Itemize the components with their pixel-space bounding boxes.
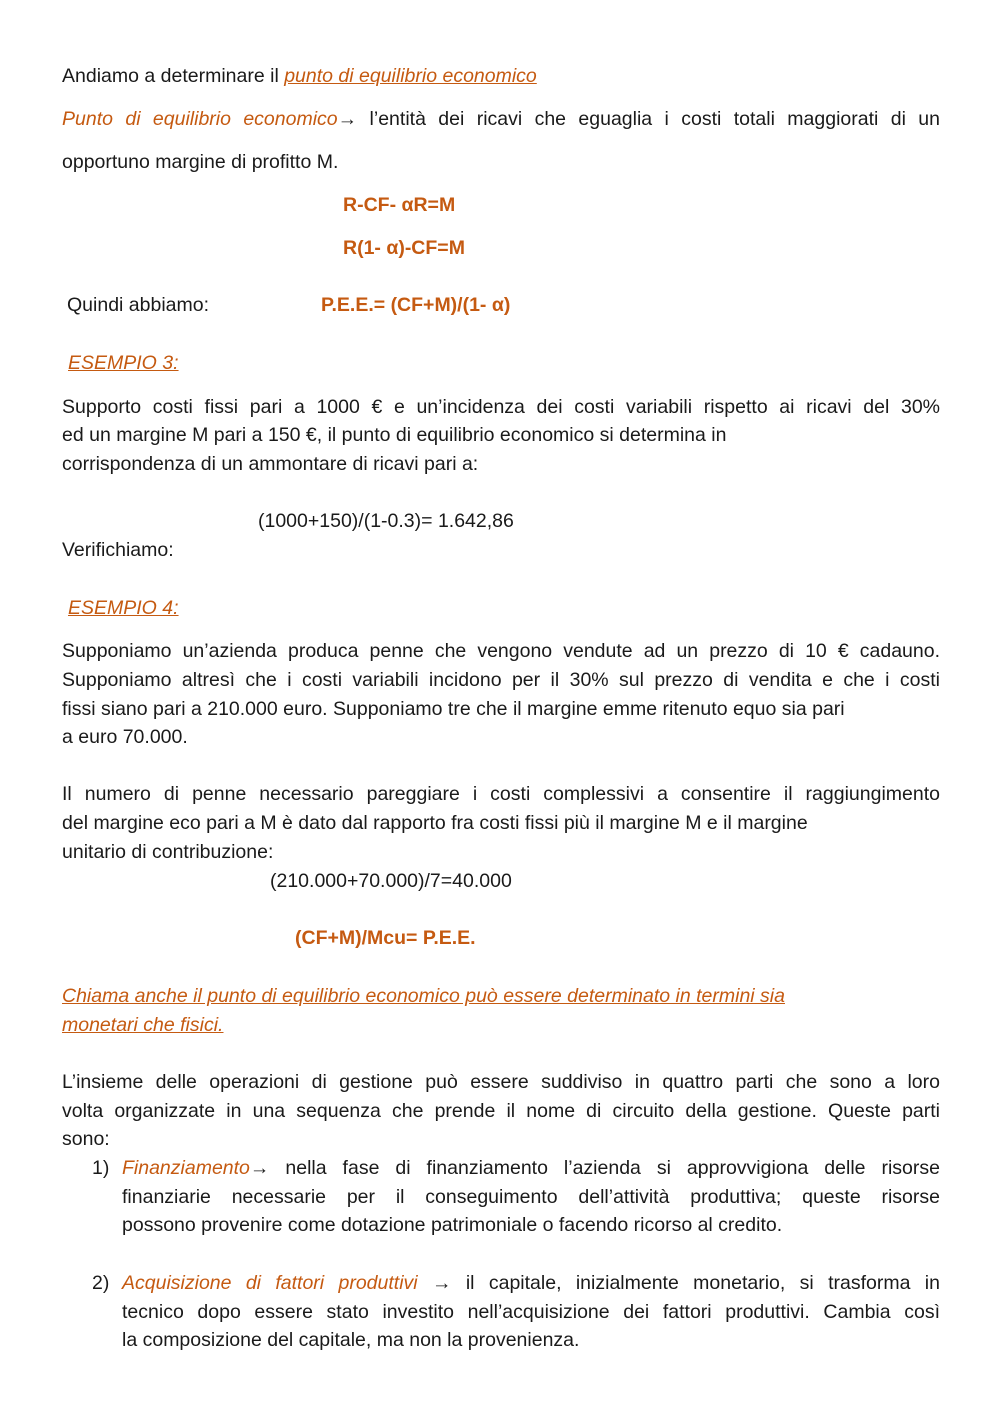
esempio4-p1-line-4: a euro 70.000. [62,726,188,748]
esempio3-line-3: corrispondenza di un ammontare di ricavi pari a: [62,453,479,475]
pee-formula: P.E.E.= (CF+M)/(1- α) [321,294,511,316]
definition-line-2: opportuno margine di profitto M. [62,151,339,173]
circuit-intro-line-3: sono: [62,1128,110,1150]
intro-line [62,62,537,91]
esempio4-calc: (210.000+70.000)/7=40.000 [270,870,512,892]
esempio3-line-1: Supporto costi fissi pari a 1000 € e un’incidenza dei costi variabili rispetto ai ricavi del 30% [62,396,940,418]
list-item-1-line-3: possono provenire come dotazione patrimoniale o facendo ricorso al credito. [122,1214,783,1236]
esempio4-p2-line-1: Il numero di penne necessario pareggiare i costi complessivi a consentire il raggiungimento [62,783,940,805]
esempio4-formula: (CF+M)/Mcu= P.E.E. [295,927,476,949]
note-line-1: Chiama anche il punto di equilibrio economico può essere determinato in termini sia [62,985,785,1007]
esempio4-p2-line-2: del margine eco pari a M è dato dal rapporto fra costi fissi più il margine M e il margine [62,812,808,834]
quindi-label: Quindi abbiamo: [67,294,210,316]
definition-text: l’entità dei ricavi che eguaglia i costi totali maggiorati di un [357,108,940,130]
esempio4-p1-line-3: fissi siano pari a 210.000 euro. Supponiamo tre che il margine emme ritenuto equo sia pari [62,698,845,720]
esempio3-calc: (1000+150)/(1-0.3)= 1.642,86 [258,510,514,532]
esempio4-p2-line-3: unitario di contribuzione: [62,841,274,863]
esempio3-verify: Verifichiamo: [62,539,174,561]
esempio4-p1-line-2: Supponiamo altresì che i costi variabili incidono per il 30% sul prezzo di vendita e che i costi [62,669,940,691]
arrow-right-icon: → [249,1157,270,1179]
note-line-2: monetari che fisici. [62,1014,224,1036]
arrow-right-icon: → [337,108,358,130]
formula-2: R(1- α)-CF=M [343,237,465,259]
intro-link[interactable]: punto di equilibrio economico [284,65,537,87]
list-item-1-term: Finanziamento [122,1157,250,1179]
list-item-number-1: 1) [92,1157,110,1179]
esempio3-title: ESEMPIO 3: [68,352,179,374]
list-item-2-term: Acquisizione di fattori produttivi [122,1272,418,1294]
definition-term: Punto di equilibrio economico [62,108,338,130]
esempio4-title: ESEMPIO 4: [68,597,179,619]
list-item-1-line-1 [122,1154,940,1183]
arrow-right-icon: → [417,1272,452,1294]
list-item-number-2: 2) [92,1272,110,1294]
formula-1: R-CF- αR=M [343,194,456,216]
list-item-2-text: il capitale, inizialmente monetario, si trasforma in [451,1272,940,1294]
circuit-intro-line-2: volta organizzate in una sequenza che prende il nome di circuito della gestione. Queste parti [62,1100,940,1122]
list-item-2-line-1 [122,1269,940,1298]
circuit-intro-line-1: L’insieme delle operazioni di gestione può essere suddiviso in quattro parti che sono a loro [62,1071,940,1093]
esempio4-p1-line-1: Supponiamo un’azienda produca penne che vengono vendute ad un prezzo di 10 € cadauno. [62,640,940,662]
definition-line-1 [62,105,940,134]
list-item-1-text: nella fase di finanziamento l’azienda si approvvigiona delle risorse [269,1157,940,1179]
list-item-2-line-3: la composizione del capitale, ma non la provenienza. [122,1329,580,1351]
list-item-2-line-2: tecnico dopo essere stato investito nell’acquisizione dei fattori produttivi. Cambia così [122,1301,940,1323]
list-item-1-line-2: finanziarie necessarie per il conseguimento dell’attività produttiva; queste risorse [122,1186,940,1208]
intro-text: Andiamo a determinare il [62,65,285,87]
esempio3-line-2: ed un margine M pari a 150 €, il punto di equilibrio economico si determina in [62,424,727,446]
